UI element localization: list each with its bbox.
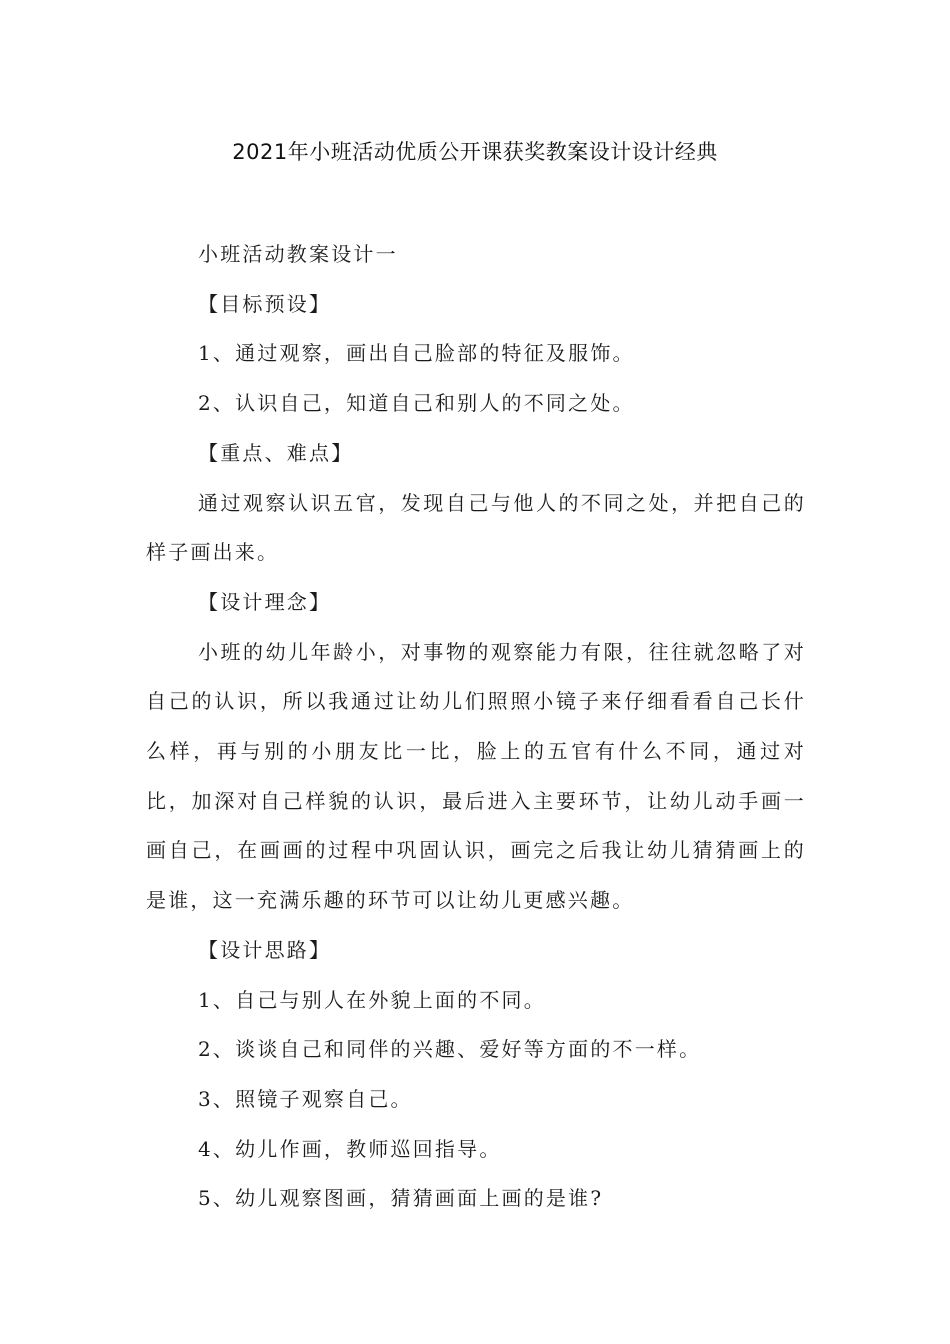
goal-item-1: 1、通过观察，画出自己脸部的特征及服饰。 <box>198 341 635 366</box>
design-idea-item-4: 4、幼儿作画，教师巡回指导。 <box>198 1136 502 1161</box>
design-idea-item-2: 2、谈谈自己和同伴的兴趣、爱好等方面的不一样。 <box>198 1037 702 1062</box>
section-heading-goals: 【目标预设】 <box>198 291 332 316</box>
section-heading-key-points: 【重点、难点】 <box>198 440 354 465</box>
document-title: 2021年小班活动优质公开课获奖教案设计设计经典 <box>232 140 718 164</box>
design-idea-item-1: 1、自己与别人在外貌上面的不同。 <box>198 987 546 1012</box>
section-heading-plan: 小班活动教案设计一 <box>198 242 398 266</box>
section-heading-design-ideas: 【设计思路】 <box>198 937 332 962</box>
document-body <box>146 230 806 1224</box>
design-concept-paragraph: 小班的幼儿年龄小，对事物的观察能力有限，往往就忽略了对自己的认识，所以我通过让幼儿们照照小镜子来仔细看看自己长什么样，再与别的小朋友比一比，脸上的五官有什么不同，通过对比，加深对自己样貌的认识，最后进入主要环节，让幼儿动手画一画自己，在画画的过程中巩固认识，画完之后我让幼儿猜猜画上的是谁，这一充满乐趣的环节可以让幼儿更感兴趣。 <box>146 639 806 913</box>
key-points-paragraph: 通过观察认识五官，发现自己与他人的不同之处，并把自己的样子画出来。 <box>146 490 806 565</box>
goal-item-2: 2、认识自己，知道自己和别人的不同之处。 <box>198 391 635 416</box>
section-heading-design-concept: 【设计理念】 <box>198 589 332 614</box>
design-idea-item-3: 3、照镜子观察自己。 <box>198 1086 413 1111</box>
design-idea-item-5: 5、幼儿观察图画，猜猜画面上画的是谁? <box>198 1186 604 1211</box>
